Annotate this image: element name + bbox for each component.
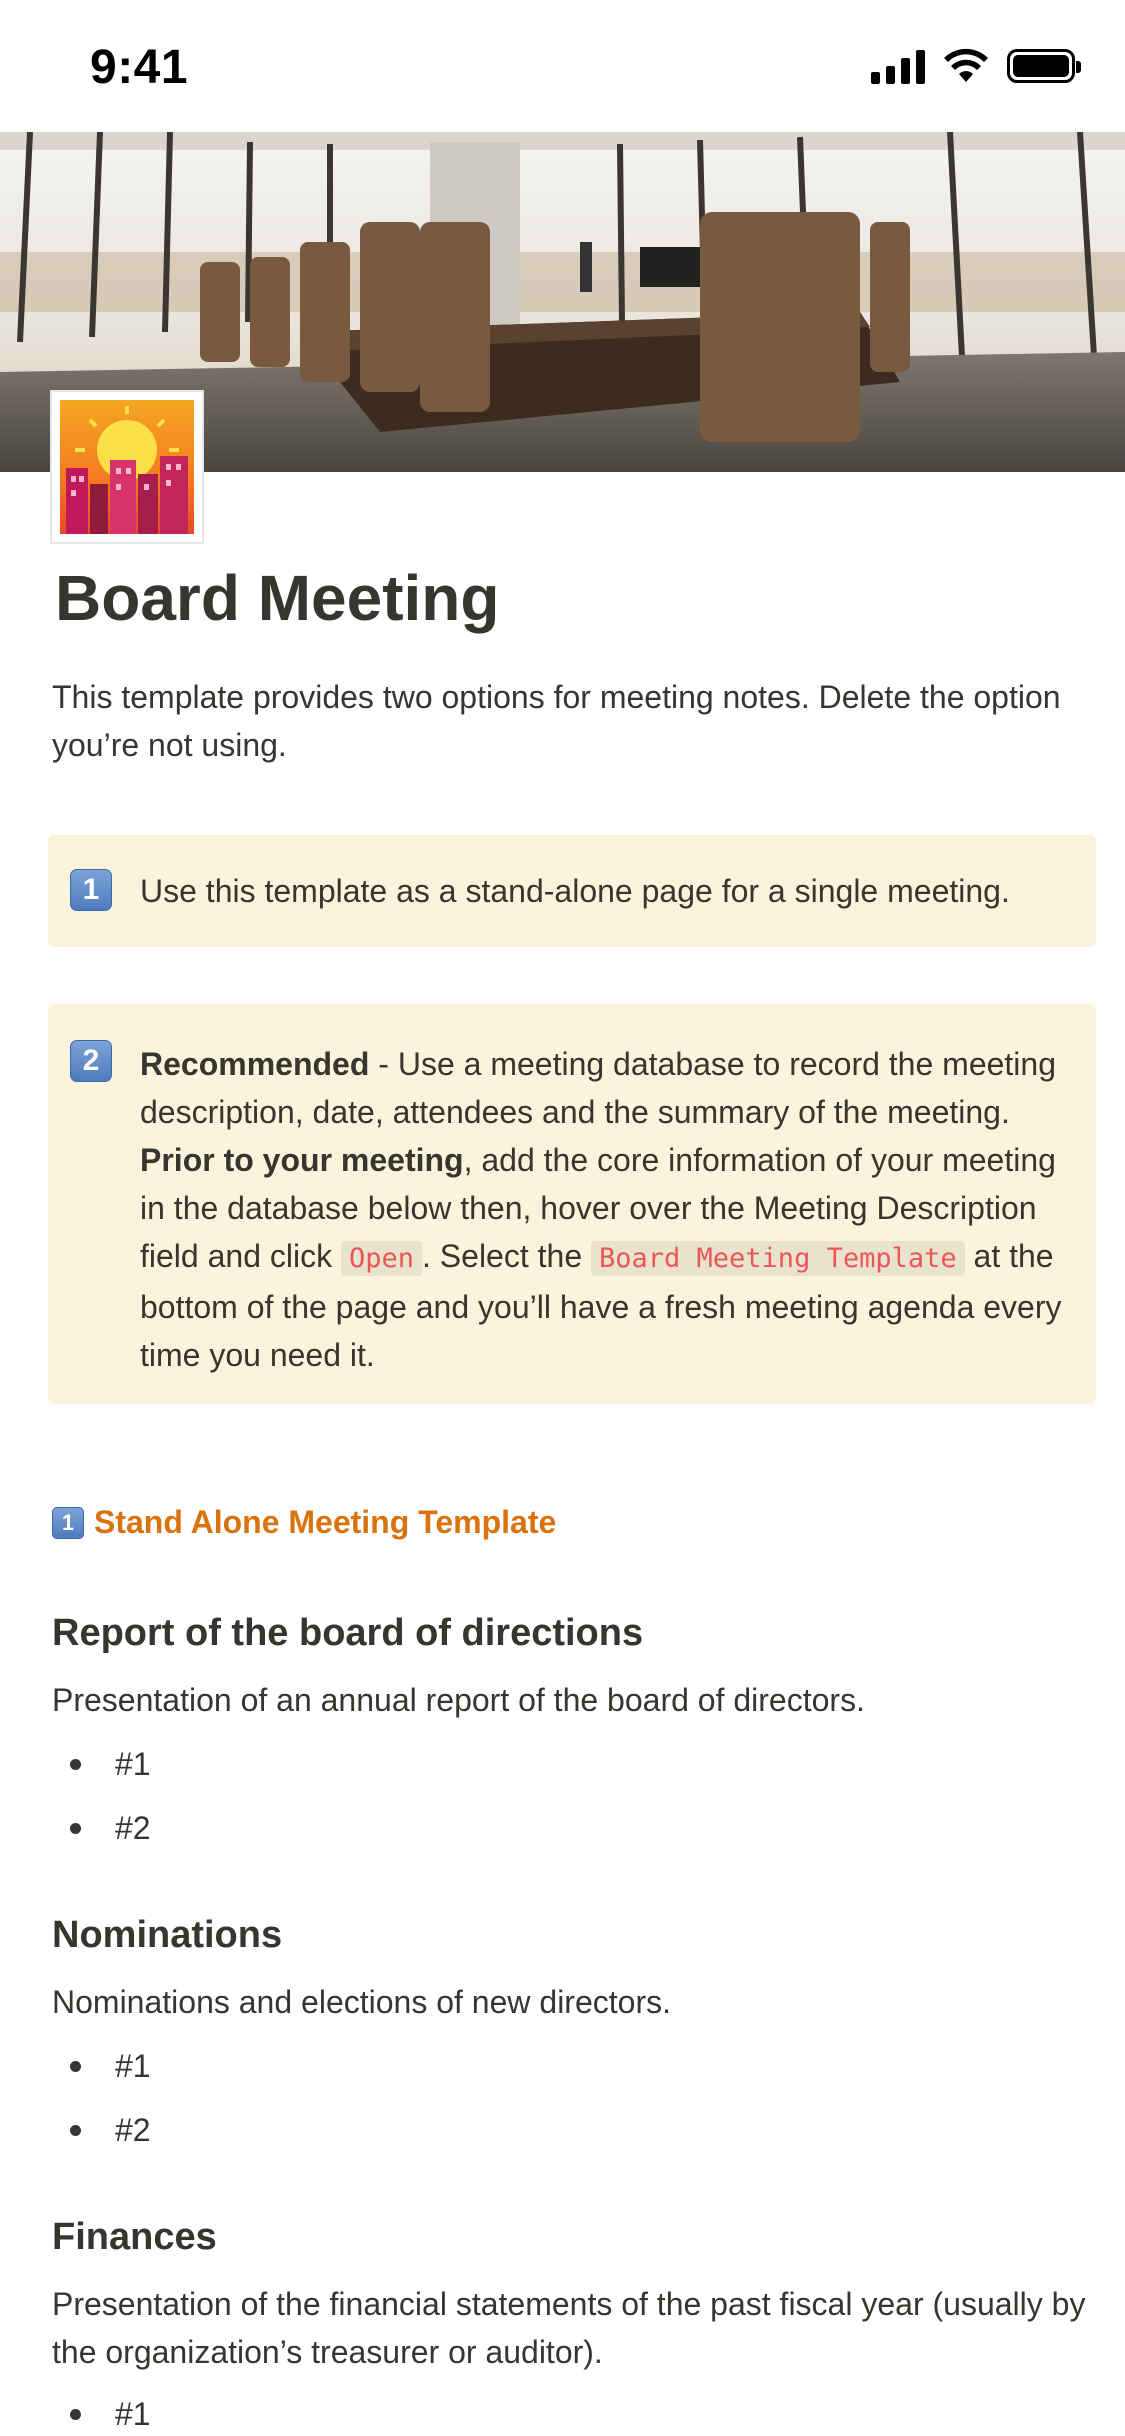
bullet-text: #1	[115, 2396, 151, 2432]
intro-paragraph[interactable]: This template provides two options for meeting notes. Delete the option you’re not using.	[52, 678, 1061, 763]
callout-text-part: . Select the	[422, 1238, 591, 1274]
bullet-dot	[70, 1759, 81, 1770]
bullet-item[interactable]	[70, 1746, 151, 1783]
cellular-signal-icon	[871, 48, 925, 84]
callout-option-2[interactable]	[48, 1004, 1096, 1404]
callout-option-1[interactable]	[48, 835, 1096, 947]
page-title[interactable]: Board Meeting	[55, 562, 500, 634]
battery-icon	[1007, 49, 1075, 83]
callout-text[interactable]: Use this template as a stand-alone page for a single meeting.	[140, 873, 1010, 909]
inline-code-template: Board Meeting Template	[591, 1241, 965, 1276]
bullet-item[interactable]	[70, 2396, 151, 2433]
bold-prior-to-meeting: Prior to your meeting	[140, 1142, 464, 1178]
section-description[interactable]: Presentation of the financial statements of the past fiscal year (usually by the organization’s treasurer or auditor).	[52, 2286, 1086, 2370]
bullet-dot	[70, 2125, 81, 2136]
bullet-item[interactable]	[70, 1810, 151, 1847]
inline-code-open: Open	[341, 1241, 422, 1276]
page-content	[52, 560, 1092, 769]
callout-text-part: - Use a meeting database to record the meeting description, date, attendees and the summary of the meeting.	[140, 1046, 1056, 1130]
bullet-text: #2	[115, 2112, 151, 2148]
bullet-text: #1	[115, 2048, 151, 2084]
section-heading[interactable]: Finances	[52, 2216, 217, 2258]
bullet-dot	[70, 2409, 81, 2420]
callout-text-part: , add the core information of your meeting in the database below then, hover over the Meeting Description field and click	[140, 1142, 1056, 1274]
bullet-item[interactable]	[70, 2048, 151, 2085]
status-bar	[0, 0, 1125, 132]
callout-text-part: at the bottom of the page and you’ll have a fresh meeting agenda every time you need it.	[140, 1238, 1062, 1373]
bold-recommended: Recommended	[140, 1046, 370, 1082]
stand-alone-template-link[interactable]	[52, 1504, 556, 1541]
bullet-text: #1	[115, 1746, 151, 1782]
bullet-dot	[70, 2061, 81, 2072]
bullet-dot	[70, 1823, 81, 1834]
bullet-item[interactable]	[70, 2112, 151, 2149]
status-icons	[871, 48, 1075, 84]
section-description[interactable]: Nominations and elections of new directors.	[52, 1984, 671, 2020]
keycap-2-icon[interactable]: 2	[70, 1040, 112, 1082]
section-description[interactable]: Presentation of an annual report of the board of directors.	[52, 1682, 865, 1718]
wifi-icon	[943, 48, 989, 84]
section-link-label: Stand Alone Meeting Template	[94, 1504, 557, 1540]
callout-text[interactable]	[140, 1040, 1066, 1379]
status-time: 9:41	[90, 41, 189, 94]
keycap-1-icon[interactable]: 1	[70, 869, 112, 911]
section-heading[interactable]: Nominations	[52, 1914, 283, 1956]
page-icon-cityscape-sunset[interactable]	[50, 390, 204, 544]
bullet-text: #2	[115, 1810, 151, 1846]
section-heading[interactable]: Report of the board of directions	[52, 1612, 644, 1654]
keycap-1-icon: 1	[52, 1507, 84, 1539]
